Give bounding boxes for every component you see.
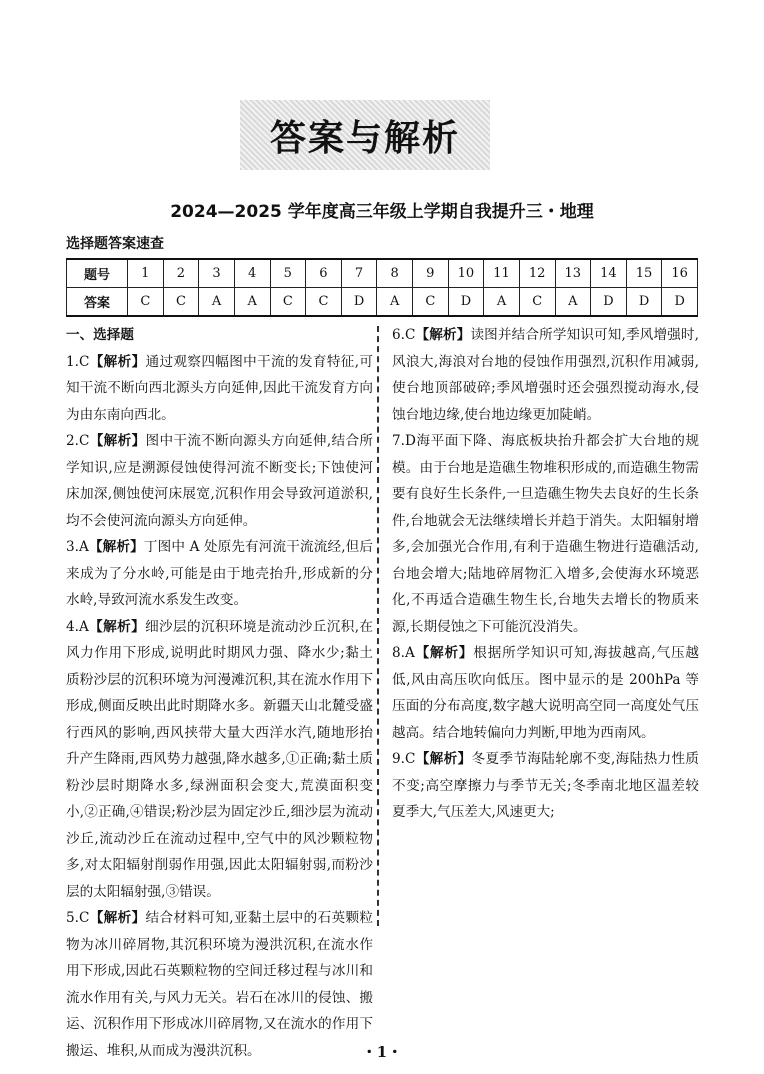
table-cell: A [234,288,270,317]
table-cell: 6 [306,259,342,288]
answer-row [67,288,698,317]
item-number: 4.A [66,618,89,635]
table-cell: 1 [128,259,164,288]
table-cell: C [163,288,199,317]
table-cell: D [626,288,662,317]
table-cell: 12 [519,259,555,288]
table-cell: 7 [341,259,377,288]
document-subtitle: 2024—2025 学年度高三年级上学期自我提升三・地理 [170,202,594,222]
table-cell: 13 [555,259,591,288]
answer-item [392,640,699,746]
quick-check-title: 选择题答案速查 [66,236,164,252]
item-text: 读图并结合所学知识可知,季风增强时,风浪大,海浪对台地的侵蚀作用强烈,沉积作用减弱,使台地顶部破碎;季风增强时还会强烈搅动海水,侵蚀台地边缘,使台地边缘更加陡峭。 [392,327,699,423]
item-number: 5.C [66,910,90,926]
table-cell: 11 [484,259,520,288]
item-text: 冬夏季节海陆轮廓不变,海陆热力性质不变;高空摩擦力与季节无关;冬季南北地区温差较夏季大,气压差大,风速更大; [392,751,700,820]
item-text: 细沙层的沉积环境是流动沙丘沉积,在风力作用下形成,说明此时期风力强、降水少;黏土质粉沙层的沉积环境为河漫滩沉积,其在流水作用下形成,侧面反映出此时期降水多。新疆天山北麓受盛行西风的影响,西风挟带大量大西洋水汽,随地形抬升产生降雨,西风势力越强,降水越多,①正确;黏土质粉沙层时期降水多,绿洲面积会变大,荒漠面积变小,②正确,④错误;粉沙层为固定沙丘,细沙层为流动沙丘,流动沙丘在流动过程中,空气中的风沙颗粒物多,对太阳辐射削弱作用强,因此太阳辐射弱,而粉沙层的太阳辐射强,③错误。 [66,618,373,900]
table-cell: D [591,288,627,317]
answer-table [66,258,698,317]
answer-item [66,428,373,534]
table-cell: C [519,288,555,317]
table-cell: 15 [626,259,662,288]
answer-item [392,322,699,428]
item-text: 通过观察四幅图中干流的发育特征,可知干流不断向西北源头方向延伸,因此干流发育方向为由东南向西北。 [66,353,374,423]
answer-item [66,349,373,429]
item-tag: 【解析】 [88,539,144,555]
answer-banner [240,100,490,170]
table-cell: A [199,288,235,317]
right-column [392,322,699,826]
table-cell: 10 [448,259,484,288]
item-tag: 【解析】 [89,910,146,926]
item-text: 海平面下降、海底板块抬升都会扩大台地的规模。由于台地是造礁生物堆积形成的,而造礁生物需要有良好生长条件,一旦造礁生物失去良好的生长条件,台地就会无法继续增长并趋于消失。太阳辐射增多,会加强光合作用,有利于造礁生物进行造礁活动,台地会增大;陆地碎屑物汇入增多,会使海水环境恶化,不再适合造礁生物生长,台地失去增长的物质来源,长期侵蚀之下可能沉没消失。 [392,433,699,635]
item-number: 6.C [392,327,416,343]
item-number: 8.A [392,645,415,661]
column-divider [377,326,379,926]
table-cell: 14 [591,259,627,288]
table-cell: 9 [413,259,449,288]
table-cell: C [306,288,342,317]
item-number: 3.A [66,539,89,555]
item-tag: 【解析】 [88,618,146,635]
answer-item [392,746,699,826]
item-tag: 【解析】 [414,645,474,661]
table-cell: C [270,288,306,317]
table-cell: 2 [163,259,199,288]
answer-item [66,614,373,906]
table-cell: D [662,288,698,317]
table-cell: 8 [377,259,413,288]
item-text: 根据所学知识可知,海拔越高,气压越低,风由高压吹向低压。图中显示的是 200hPa 等压面的分布高度,数字越大说明高空同一高度处气压越高。结合地转偏向力判断,甲地为西南风。 [392,645,699,741]
table-cell: 5 [270,259,306,288]
left-column [66,322,373,1064]
table-cell: A [484,288,520,317]
table-cell: D [448,288,484,317]
table-cell: D [341,288,377,317]
row-label-answer: 答案 [67,288,128,317]
banner-title: 答案与解析 [269,117,460,159]
item-number: 2.C [66,433,90,449]
item-number: 1.C [66,353,90,370]
table-cell: C [413,288,449,317]
item-tag: 【解析】 [89,433,146,449]
item-number: 9.C [392,751,416,767]
answer-item [392,428,699,640]
item-tag: 【解析】 [415,327,471,343]
item-tag: 【解析】 [89,353,146,370]
table-cell: A [377,288,413,317]
table-cell: A [555,288,591,317]
item-text: 丁图中 A 处原先有河流干流流经,但后来成为了分水岭,可能是由于地壳抬升,形成新的分水岭,导致河流水系发生改变。 [66,539,374,608]
page-number: ・1・ [361,1043,403,1061]
table-cell: 3 [199,259,235,288]
question-number-row [67,259,698,288]
item-tag: 【解析】 [415,751,472,767]
item-text: 图中干流不断向源头方向延伸,结合所学知识,应是溯源侵蚀使得河流不断变长;下蚀使河床加深,侧蚀使河床展宽,沉积作用会导致河道淤积,均不会使河流向源头方向延伸。 [66,433,374,529]
table-cell: 16 [662,259,698,288]
section-title: 一、选择题 [66,327,134,343]
table-cell: C [128,288,164,317]
table-cell: 4 [234,259,270,288]
row-label-number: 题号 [67,259,128,288]
answer-item [66,534,373,614]
item-text: 结合材料可知,亚黏土层中的石英颗粒物为冰川碎屑物,其沉积环境为漫洪沉积,在流水作用下形成,因此石英颗粒物的空间迁移过程与冰川和流水作用有关,与风力无关。岩石在冰川的侵蚀、搬运、沉积作用下形成冰川碎屑物,又在流水的作用下搬运、堆积,从而成为漫洪沉积。 [66,910,374,1059]
item-number: 7.D [392,433,416,449]
